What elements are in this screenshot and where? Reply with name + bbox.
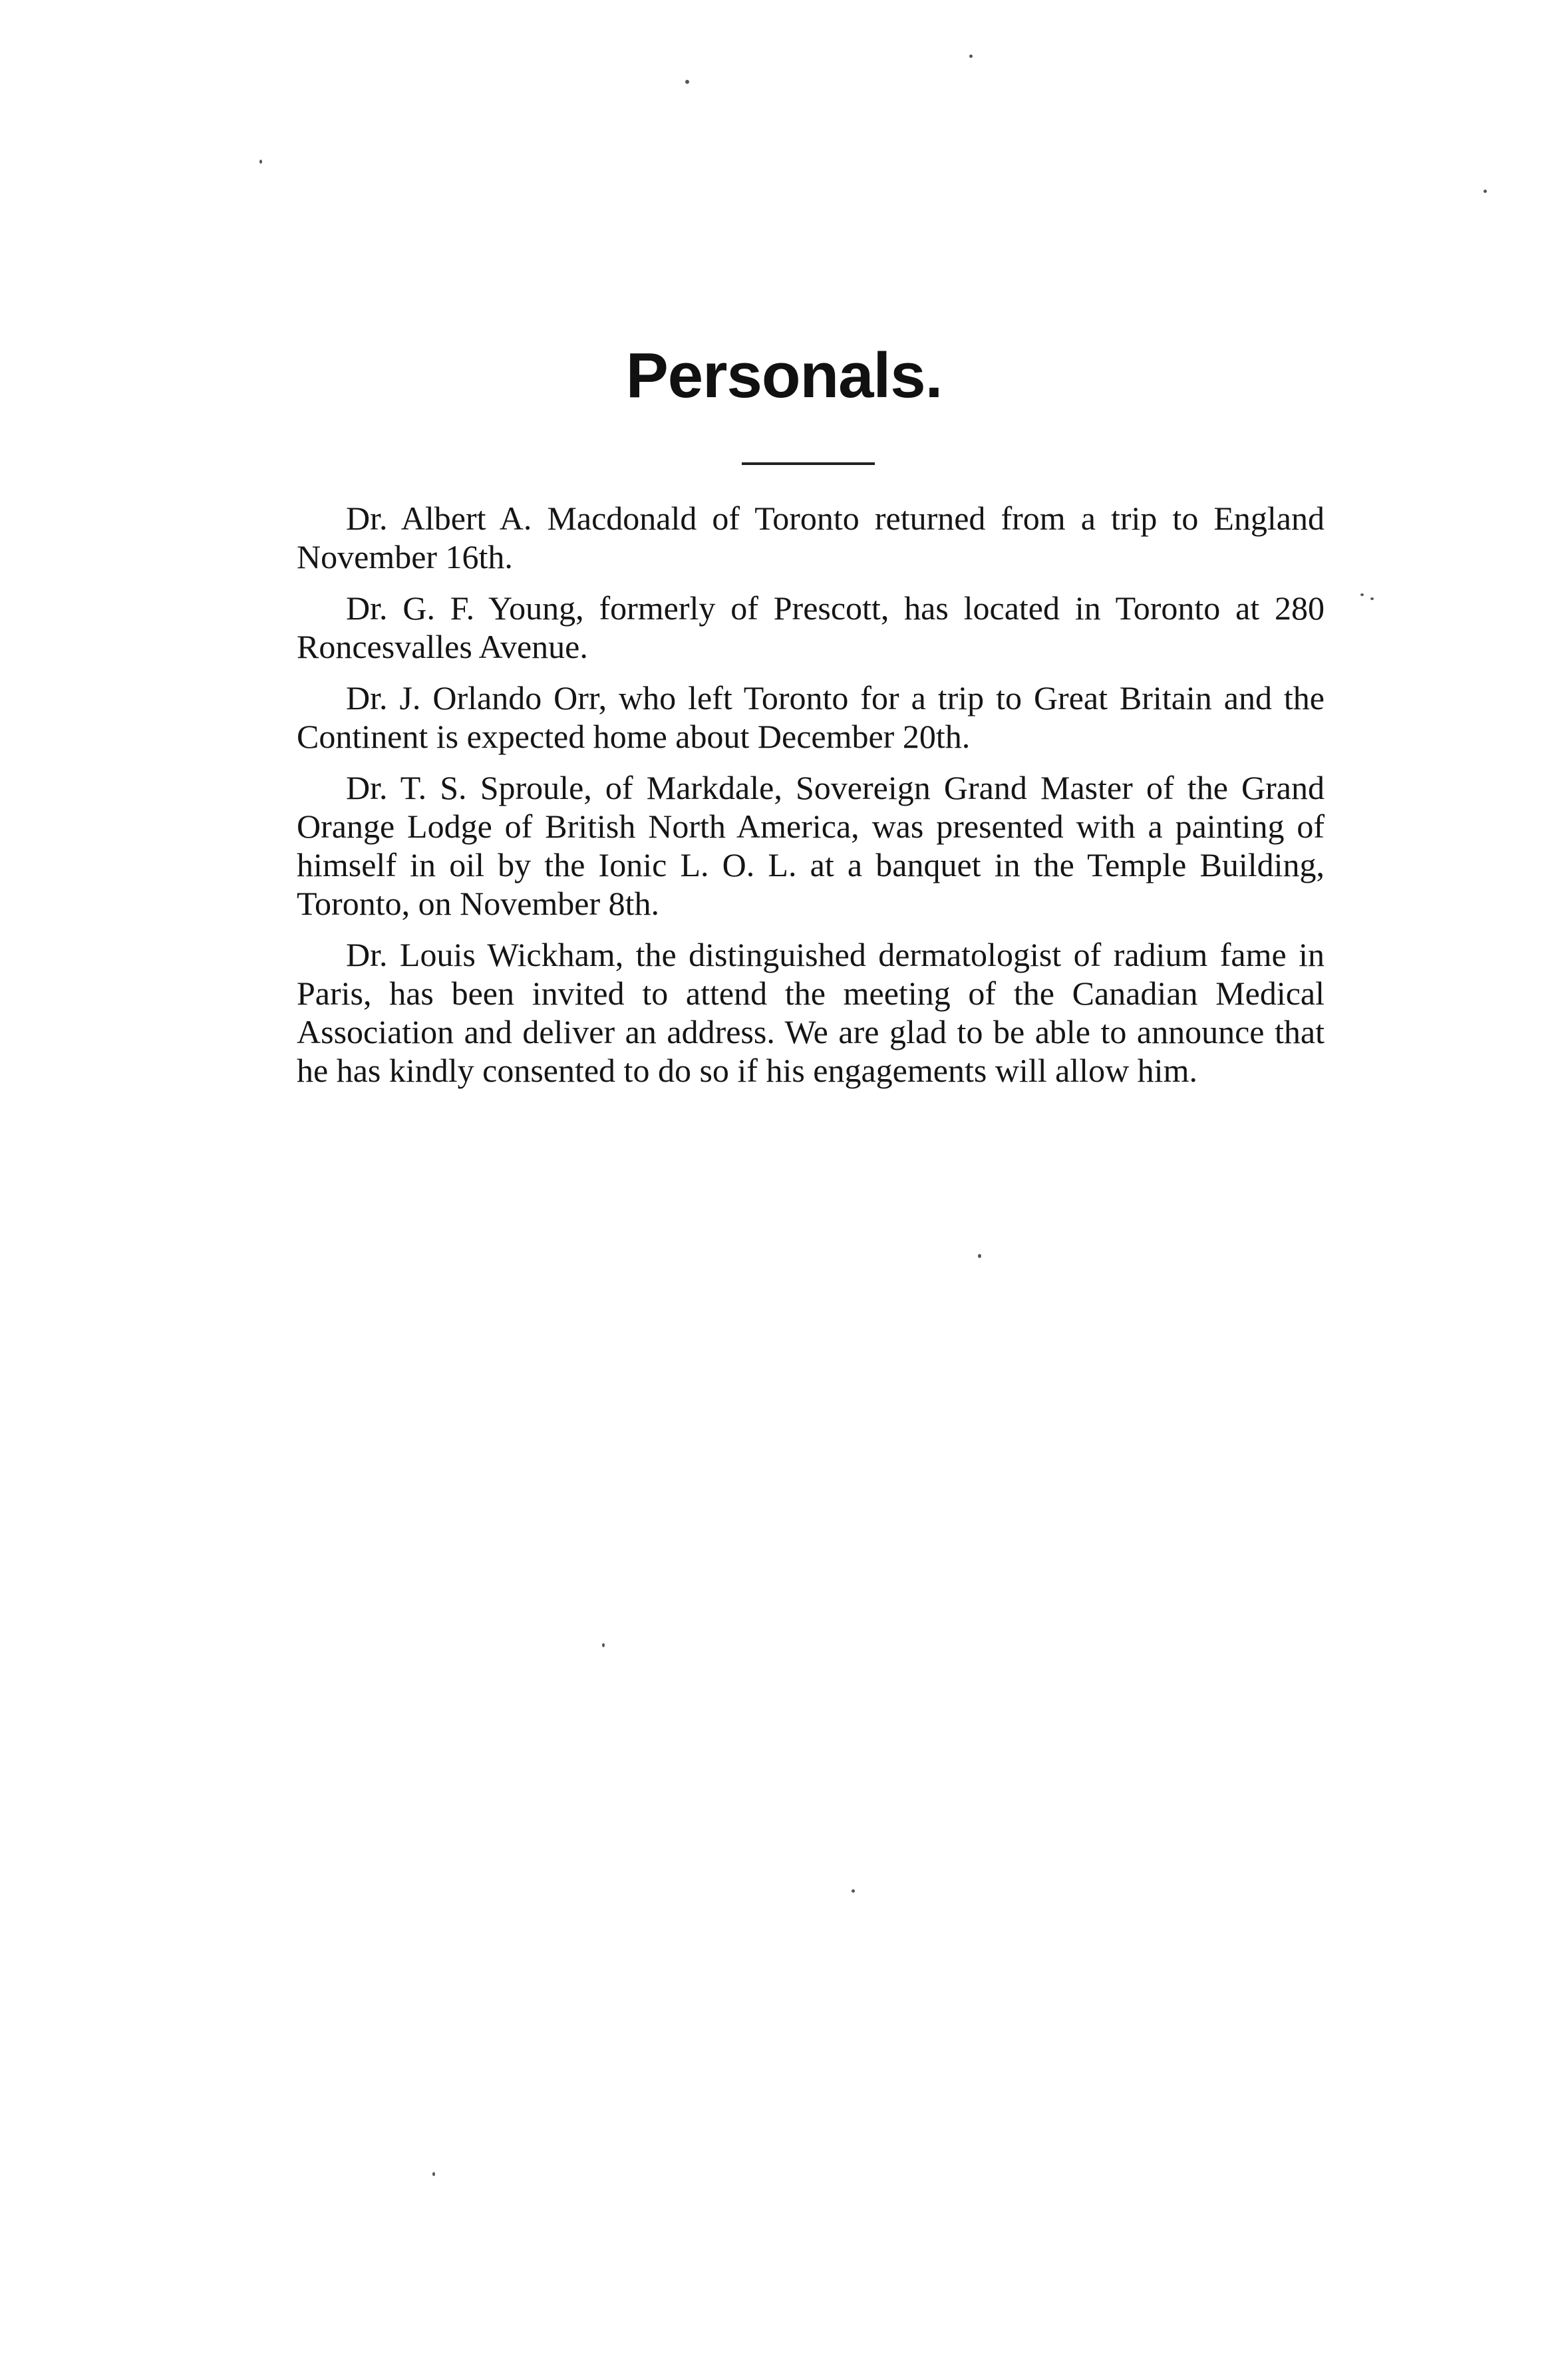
personal-item-sproule: Dr. T. S. Sproule, of Markdale, Sovereign Grand Master of the Grand Orange Lodge of British North America, was presented with a painting of himself in oil by the Ionic L. O. L. at a banquet in the Temple Building, Toronto, on November 8th.: [297, 769, 1325, 922]
scan-speck: [259, 160, 262, 164]
scan-speck: [1360, 593, 1364, 596]
scan-speck: [852, 1889, 855, 1893]
personal-item-young: Dr. G. F. Young, formerly of Prescott, has located in Toronto at 280 Roncesvalles Avenue.: [297, 589, 1325, 665]
scan-speck: [602, 1643, 605, 1647]
personal-item-wickham: Dr. Louis Wickham, the distinguished dermatologist of radium fame in Paris, has been invited to attend the meeting of the Canadian Medical Association and deliver an address. We are glad to be able to announce that he has kindly consented to do so if his engagements will allow him.: [297, 936, 1325, 1089]
scan-speck: [432, 2172, 435, 2176]
personal-item-macdonald: Dr. Albert A. Macdonald of Toronto returned from a trip to England November 16th.: [297, 500, 1325, 575]
scan-speck: [969, 55, 973, 58]
personal-item-orr: Dr. J. Orlando Orr, who left Toronto for a trip to Great Britain and the Continent is expected home about December 20th.: [297, 679, 1325, 755]
scan-speck: [978, 1254, 981, 1258]
scan-speck: [685, 80, 689, 84]
article-body: [297, 499, 1325, 1102]
title-divider: [742, 462, 875, 465]
page-title: Personals.: [625, 340, 943, 411]
scan-speck: [1370, 597, 1374, 600]
scan-speck: [1484, 190, 1487, 193]
